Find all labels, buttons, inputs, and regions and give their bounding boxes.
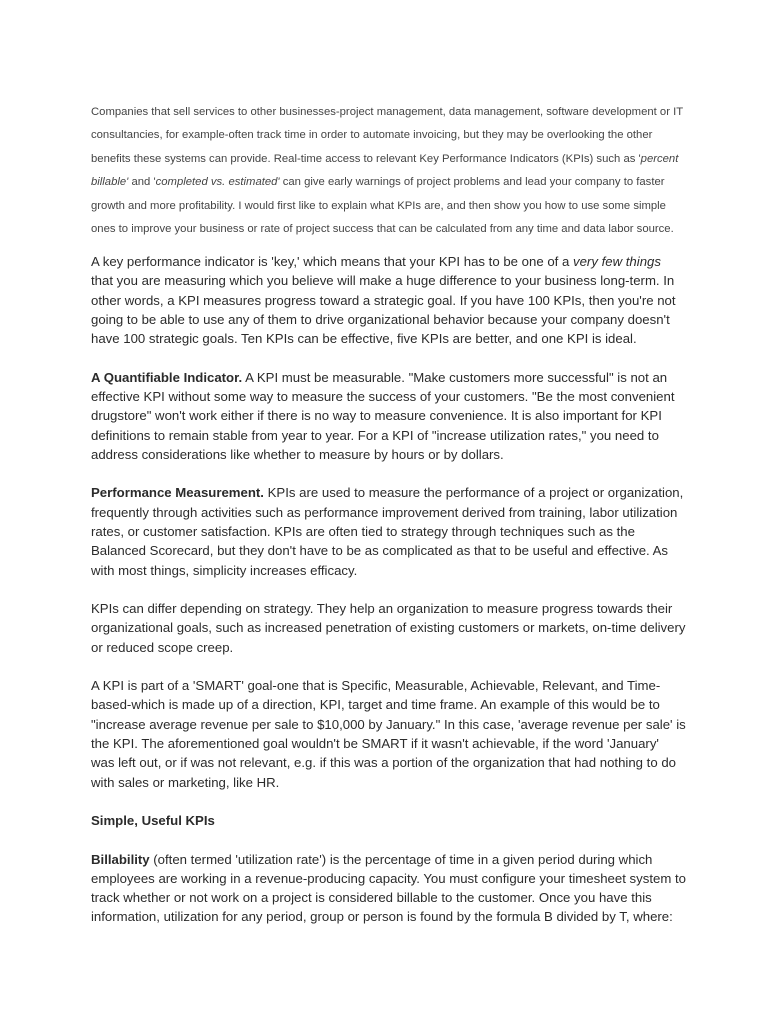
- heading-simple-useful-kpis: Simple, Useful KPIs: [91, 813, 215, 829]
- paragraph-performance-measurement: [91, 483, 686, 579]
- heading-billability: Billability: [91, 851, 150, 867]
- intro-italic-completed-vs-estimated: completed vs. estimated': [155, 176, 280, 189]
- italic-very-few-things: very few things: [573, 254, 661, 269]
- paragraph-quantifiable-indicator: [91, 368, 686, 464]
- main-content: [91, 252, 686, 946]
- paragraph-text: A KPI must be measurable. "Make customers more successful" is not an effective KPI without some way to measure the success of your customers. "Be the most convenient drugstore" won't work either if there is no way to measure convenience. It is also important for KPI definitions to remain stable from year to year. For a KPI of "increase utilization rates," you need to address considerations like whether to measure by hours or by dollars.: [91, 369, 675, 462]
- heading-quantifiable-indicator: A Quantifiable Indicator.: [91, 369, 243, 385]
- paragraph-text: A KPI is part of a 'SMART' goal-one that is Specific, Measurable, Achievable, Relevant, and Time-based-which is made up of a direction, KPI, target and time frame. An example of this would be to "increase average revenue per sale to $10,000 by January." In this case, 'average revenue per sale' is the KPI. The aforementioned goal wouldn't be SMART if it wasn't achievable, if the word 'January' was left out, or if was not relevant, e.g. if this was a portion of the organization that had nothing to do with sales or marketing, like HR.: [91, 678, 686, 790]
- intro-paragraph: [91, 101, 691, 241]
- paragraph-text: KPIs can differ depending on strategy. They help an organization to measure progress towards their organizational goals, such as increased penetration of existing customers or markets, on-time delivery or reduced scope creep.: [91, 601, 686, 655]
- paragraph-text: that you are measuring which you believe will make a huge difference to your business long-term. In other words, a KPI measures progress toward a strategic goal. If you have 100 KPIs, then you're not going to be able to use any of them to drive organizational behavior because your company doesn't have 100 strategic goals. Ten KPIs can be effective, five KPIs are better, and one KPI is ideal.: [91, 273, 676, 347]
- paragraph-billability: [91, 850, 686, 927]
- paragraph-text: KPIs are used to measure the performance of a project or organization, frequently through activities such as performance improvement derived from training, labor utilization rates, or customer satisfaction. KPIs are often tied to strategy through techniques such as the Balanced Scorecard, but they don't have to be as complicated as that to be useful and effective. As with most things, simplicity increases efficacy.: [91, 485, 684, 578]
- intro-text: can give early warnings of project problems and lead your company to faster growth and more profitability. I would first like to explain what KPIs are, and then show you how to use some simple ones to improve your business or rate of project success that can be calculated from any time and data labor source.: [91, 176, 674, 236]
- paragraph-kpis-differ: [91, 599, 686, 657]
- paragraph-key-indicator: [91, 252, 686, 348]
- intro-text: Companies that sell services to other businesses-project management, data management, software development or IT consultancies, for example-often track time in order to automate invoicing, but they may be overlooking the other benefits these systems can provide. Real-time access to relevant Key Performance Indicators (KPIs) such as ': [91, 106, 683, 165]
- paragraph-text: A key performance indicator is 'key,' which means that your KPI has to be one of a: [91, 254, 573, 269]
- paragraph-text: (often termed 'utilization rate') is the percentage of time in a given period during which employees are working in a revenue-producing capacity. You must configure your timesheet system to track whether or not work on a project is considered billable to the customer. Once you have this information, utilization for any period, group or person is found by the formula B divided by T, where:: [91, 851, 686, 925]
- heading-performance-measurement: Performance Measurement.: [91, 485, 268, 501]
- intro-italic-percent-billable: percent billable': [91, 152, 679, 189]
- intro-text: and ': [128, 176, 156, 189]
- paragraph-smart-goal: [91, 676, 686, 792]
